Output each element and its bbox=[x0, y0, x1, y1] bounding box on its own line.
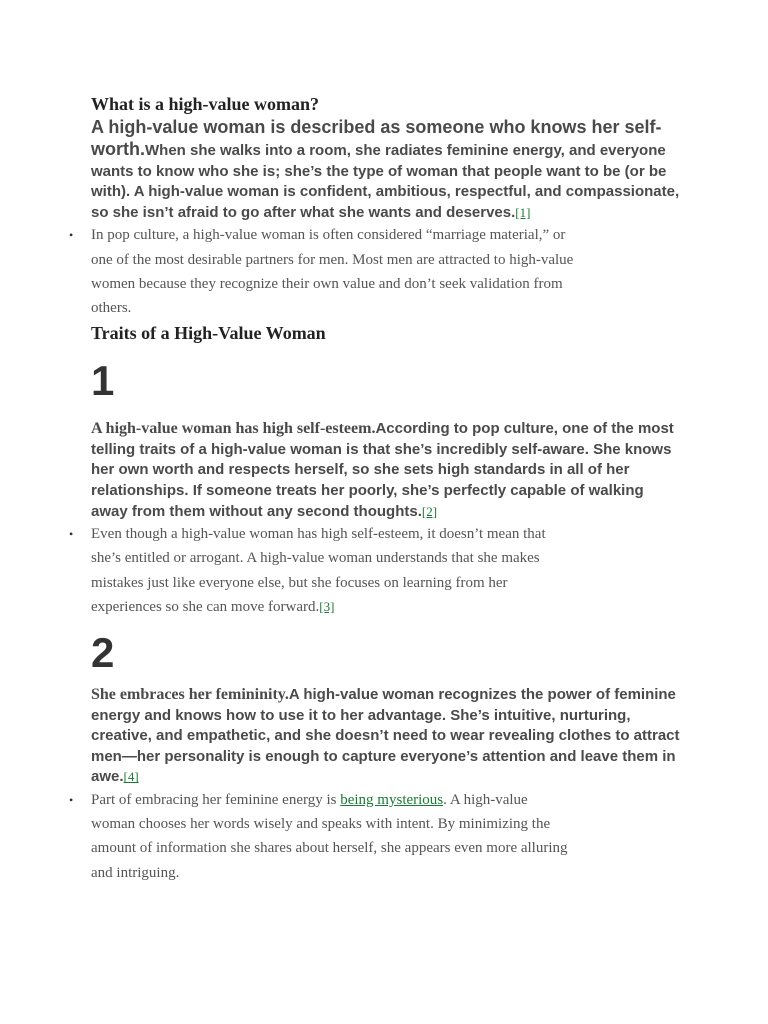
step-1-title: A high-value woman has high self-esteem. bbox=[91, 420, 376, 438]
step-1-body: According to pop culture, one of the most telling traits of a high-value woman is that she’s incredibly self-aware. She knows her own worth and respects herself, so she sets high standards in all of her relationships. If someone treats her poorly, she’s perfectly capable of walking away from them without any second thoughts. bbox=[91, 420, 674, 520]
intro-bullet-list bbox=[69, 223, 585, 320]
step-2-paragraph bbox=[91, 685, 681, 788]
intro-lead: A high-value woman is described as someone who knows her self-worth. bbox=[91, 117, 662, 159]
reference-link-2[interactable]: [2] bbox=[421, 503, 438, 519]
article bbox=[69, 92, 681, 885]
step-1-paragraph bbox=[91, 419, 681, 522]
section-heading: Traits of a High-Value Woman bbox=[91, 323, 326, 344]
intro-paragraph bbox=[91, 116, 681, 223]
step-2-bullet-text-start: Part of embracing her feminine energy is bbox=[91, 791, 341, 808]
list-item bbox=[69, 788, 575, 885]
page-title: What is a high-value woman? bbox=[91, 94, 320, 114]
step-number-2: 2 bbox=[91, 628, 115, 676]
step-2-bullet-list bbox=[69, 788, 575, 885]
intro-body: When she walks into a room, she radiates feminine energy, and everyone wants to know who she is; she’s the type of woman that people want to be (or be with). A high-value woman is confident, ambitious, respectful, and compassionate, so she isn’t afraid to go after what she wants and deserves. bbox=[91, 142, 680, 221]
reference-link-3[interactable]: [3] bbox=[319, 598, 335, 614]
step-2-title: She embraces her femininity. bbox=[91, 685, 289, 703]
list-item bbox=[69, 223, 585, 320]
bullet-icon: • bbox=[69, 527, 74, 542]
step-1-bullet-list bbox=[69, 522, 575, 619]
reference-link-1[interactable]: [1] bbox=[515, 204, 531, 220]
bullet-icon: • bbox=[69, 228, 74, 243]
step-number-1: 1 bbox=[91, 357, 115, 405]
step-2-body: A high-value woman recognizes the power of feminine energy and knows how to use it to her advantage. She’s intuitive, nurturing, creative, and empathetic, and she doesn’t need to wear revealing clothes to attract men—her personality is enough to capture everyone’s attention and leave them in awe. bbox=[91, 685, 680, 786]
reference-link-4[interactable]: [4] bbox=[123, 769, 139, 785]
being-mysterious-link[interactable]: being mysterious bbox=[340, 791, 444, 808]
list-item bbox=[69, 522, 575, 619]
step-2-bullet-text-end: . A high-value woman chooses her words wisely and speaks with intent. By minimizing the amount of information she shares about herself, she appears even more alluring and intriguing. bbox=[91, 791, 568, 881]
intro-bullet-text: In pop culture, a high-value woman is often considered “marriage material,” or one of the most desirable partners for men. Most men are attracted to high-value women because they recognize their own value and don’t seek validation from others. bbox=[91, 227, 574, 316]
step-1-bullet-text: Even though a high-value woman has high self-esteem, it doesn’t mean that she’s entitled or arrogant. A high-value woman understands that she makes mistakes just like everyone else, but she focuses on learning from her experiences so she can move forward. bbox=[91, 526, 546, 615]
bullet-icon: • bbox=[69, 792, 74, 807]
